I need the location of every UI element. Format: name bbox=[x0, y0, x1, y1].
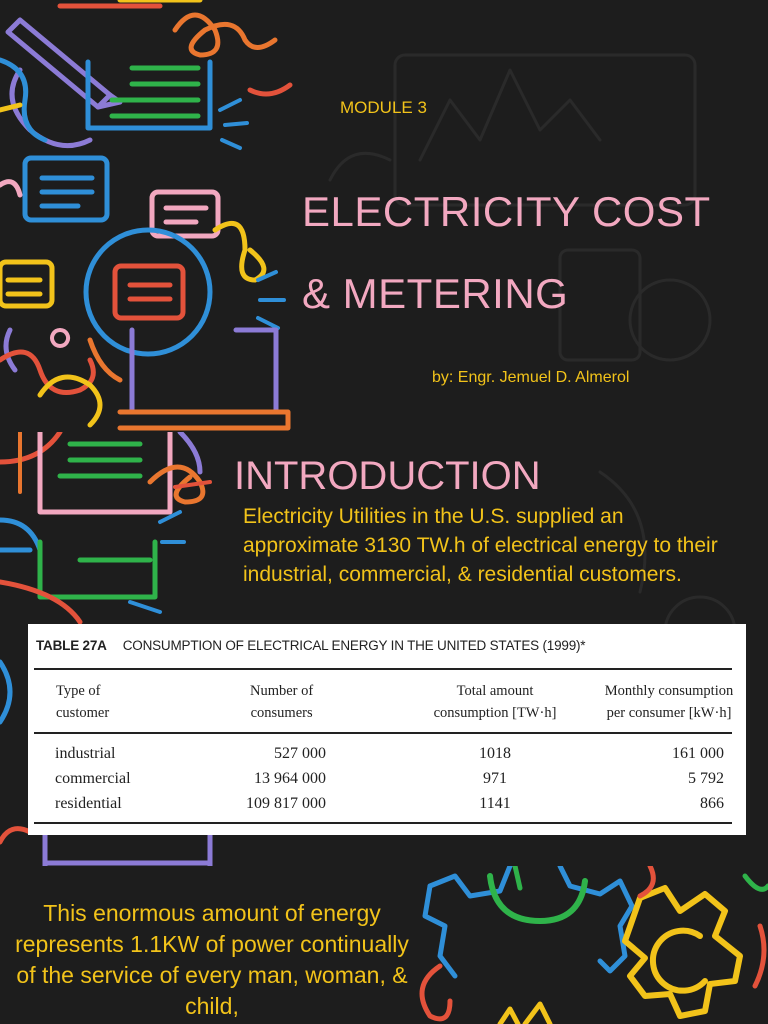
module-label: MODULE 3 bbox=[340, 98, 427, 117]
table-cell-consumers: 109 817 000 bbox=[246, 795, 326, 812]
table-rule-top bbox=[34, 668, 732, 670]
table-rule-mid bbox=[34, 732, 732, 734]
title-slide bbox=[0, 0, 768, 432]
header-number-of-consumers: Number of consumers bbox=[250, 683, 314, 721]
table-cell-monthly: 866 bbox=[700, 795, 724, 812]
table-cell-type: commercial bbox=[55, 770, 131, 787]
table-title: CONSUMPTION OF ELECTRICAL ENERGY IN THE UNITED STATES (1999)* bbox=[122, 638, 586, 653]
energy-paragraph: This enormous amount of energy represents 1.1KW of power continually of the service of every man, woman, & child, bbox=[15, 900, 409, 1019]
introduction-slide bbox=[0, 432, 768, 866]
header-monthly-consumption: Monthly consumption per consumer [kW·h] bbox=[604, 683, 734, 721]
energy-slide bbox=[0, 866, 768, 1024]
table-cell-monthly: 161 000 bbox=[672, 745, 724, 762]
consumption-table bbox=[28, 624, 746, 835]
header-total-consumption: Total amount consumption [TW·h] bbox=[433, 683, 557, 721]
table-cell-total: 971 bbox=[483, 770, 507, 787]
introduction-heading: INTRODUCTION bbox=[234, 454, 541, 498]
table-cell-consumers: 527 000 bbox=[274, 745, 326, 762]
table-cell-type: industrial bbox=[55, 745, 116, 762]
table-cell-type: residential bbox=[55, 795, 122, 812]
header-type-of-customer: Type of customer bbox=[56, 683, 110, 721]
title-line-2: & METERING bbox=[302, 270, 569, 317]
gear-icon bbox=[625, 888, 740, 1016]
introduction-paragraph: Electricity Utilities in the U.S. supplied an approximate 3130 TW.h of electrical energy to their industrial, commercial, & residential customers. bbox=[243, 505, 718, 586]
table-cell-consumers: 13 964 000 bbox=[254, 770, 326, 787]
table-rule-bottom bbox=[34, 822, 732, 824]
table-cell-monthly: 5 792 bbox=[688, 770, 724, 787]
table-cell-total: 1018 bbox=[479, 745, 511, 762]
table-cell-total: 1141 bbox=[479, 795, 511, 812]
title-line-1: ELECTRICITY COST bbox=[302, 188, 711, 235]
table-caption bbox=[36, 638, 585, 653]
table-label: TABLE 27A bbox=[36, 638, 107, 653]
author-byline: by: Engr. Jemuel D. Almerol bbox=[432, 369, 630, 386]
